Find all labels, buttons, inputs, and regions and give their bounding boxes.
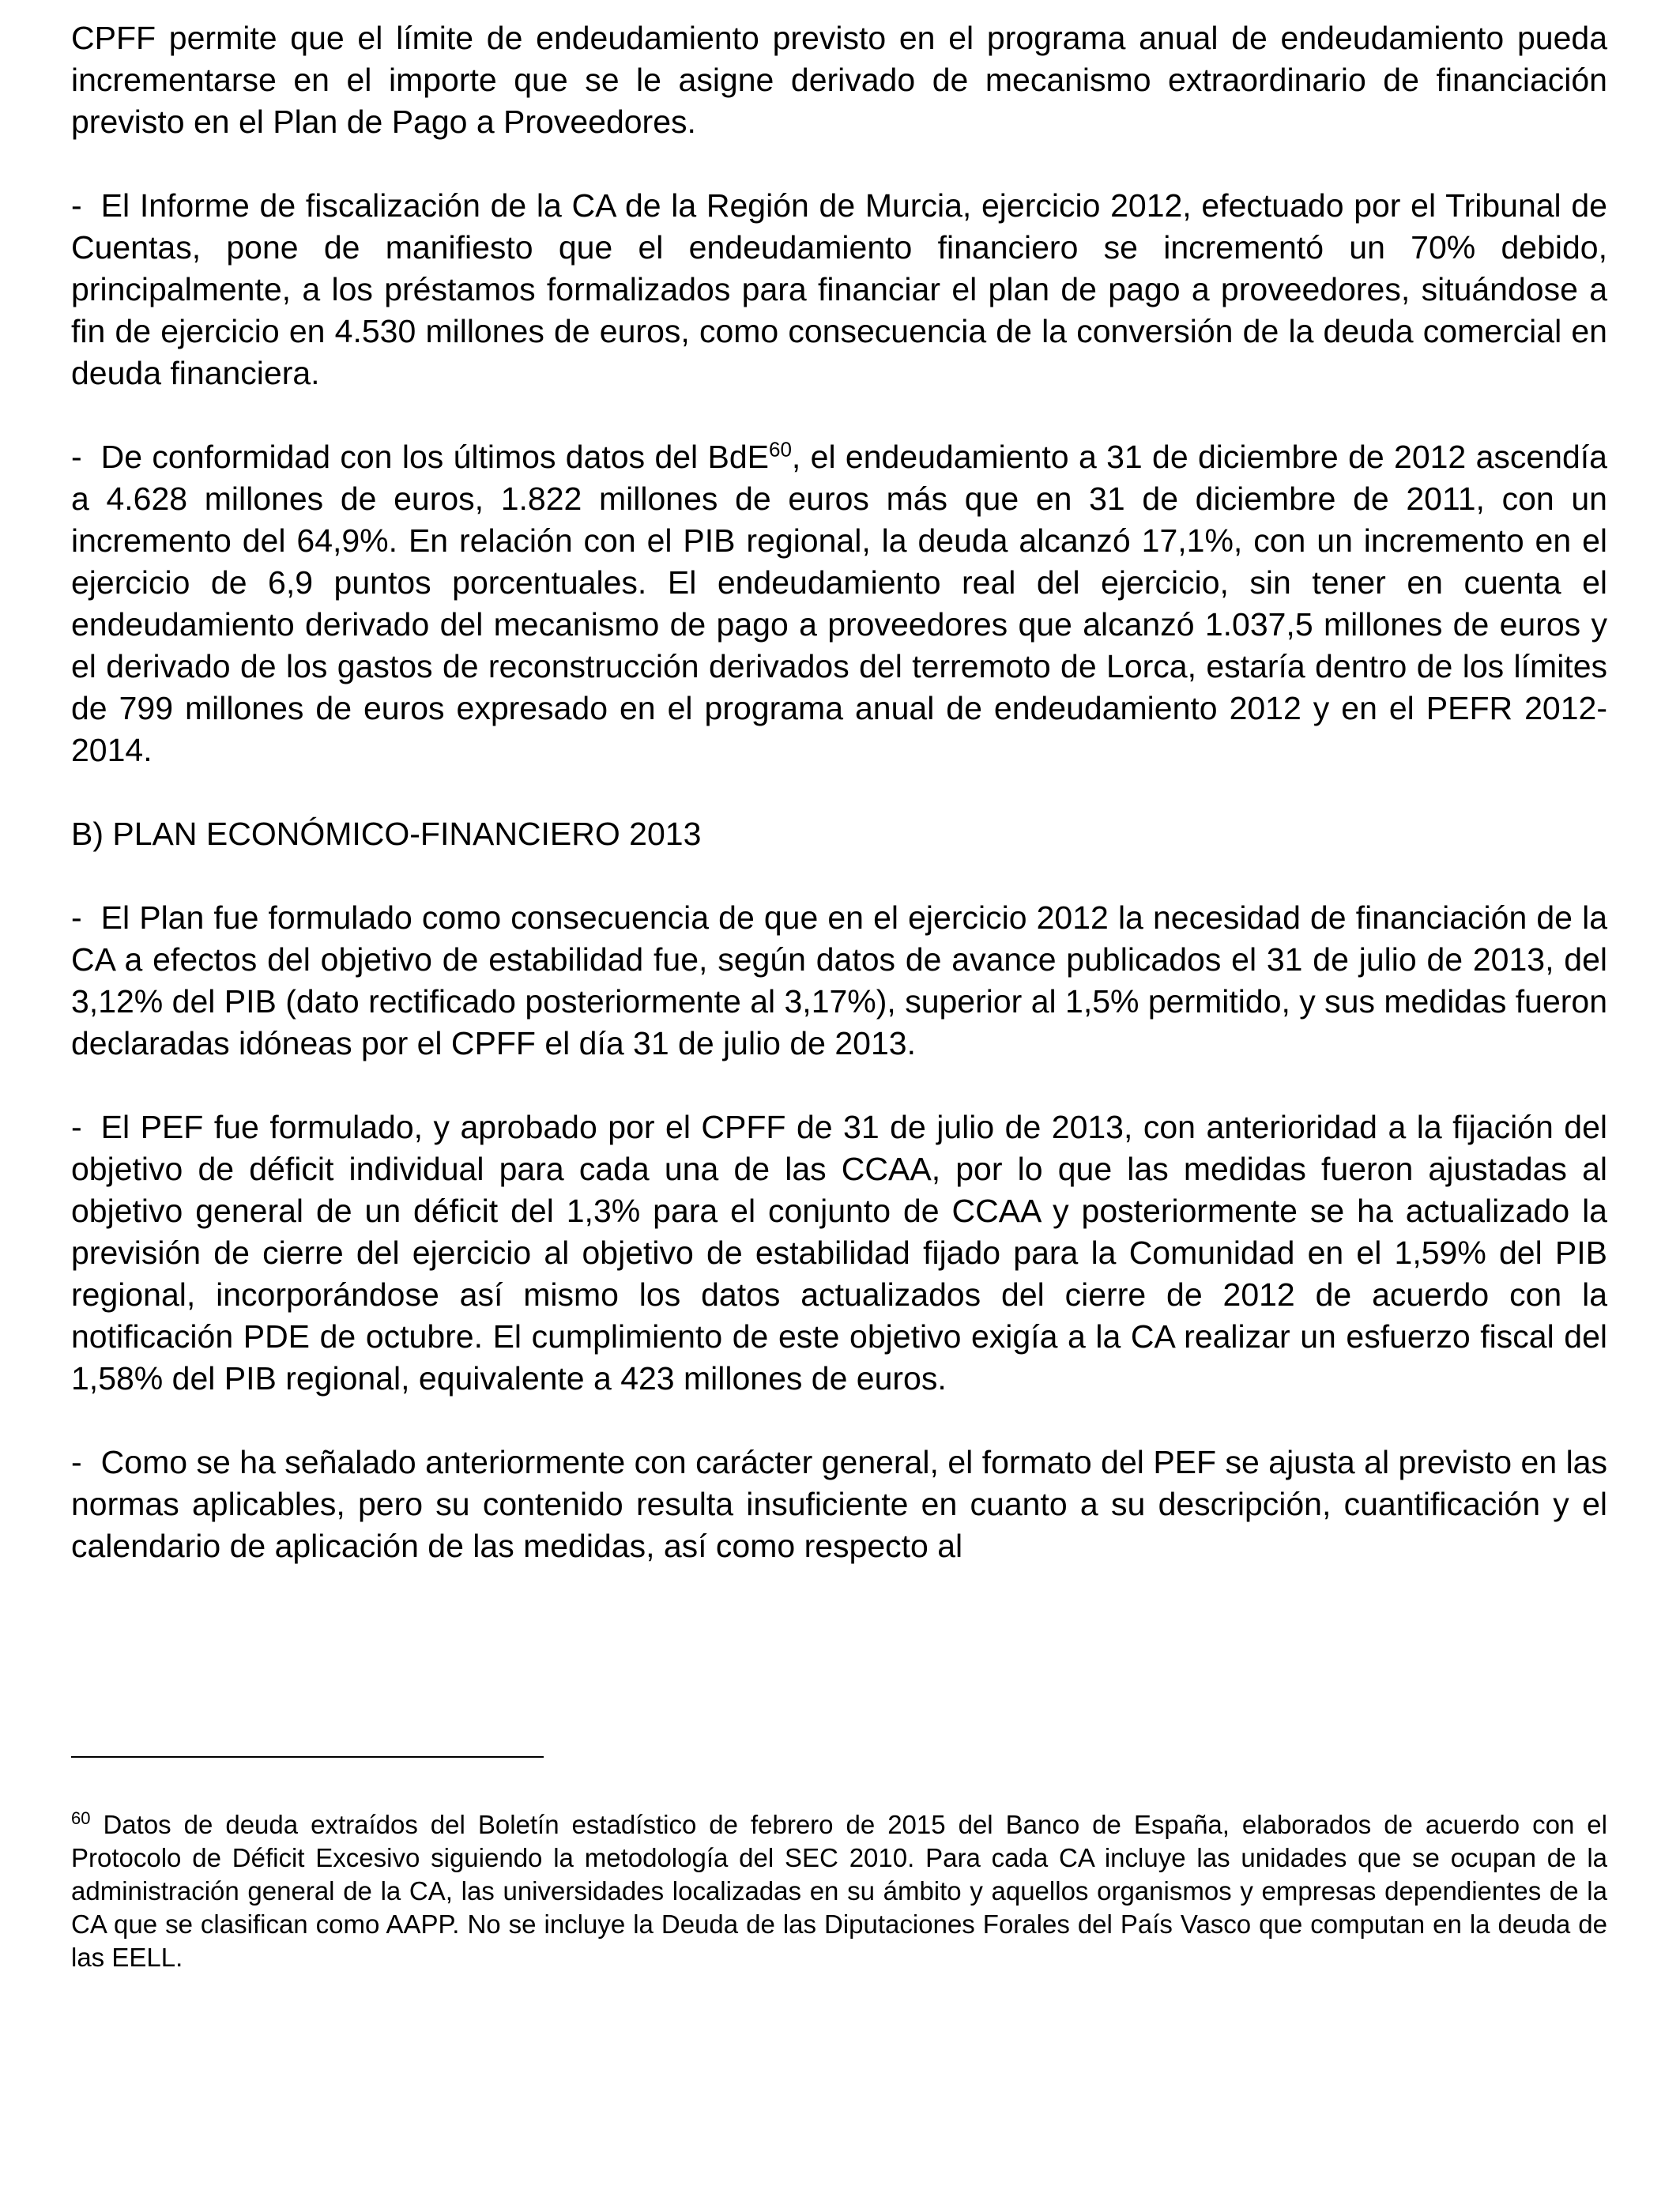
list-dash: - [71, 439, 82, 475]
paragraph-pef-formulado: - El PEF fue formulado, y aprobado por el CPFF de 31 de julio de 2013, con anterioridad a la fijación del objetivo de déficit individual para cada una de las CCAA, por lo que las medidas fueron ajustadas al objetivo general de un déficit del 1,3% para el conjunto de CCAA y posteriormente se ha actualizado la previsión de cierre del ejercicio al objetivo de estabilidad fijado para la Comunidad en el 1,59% del PIB regional, incorporándose así mismo los datos actualizados del cierre de 2012 de acuerdo con la notificación PDE de octubre. El cumplimiento de este objetivo exigía a la CA realizar un esfuerzo fiscal del 1,58% del PIB regional, equivalente a 423 millones de euros. [71, 1109, 1607, 1397]
paragraph-plan-formulado: - El Plan fue formulado como consecuencia de que en el ejercicio 2012 la necesidad de financiación de la CA a efectos del objetivo de estabilidad fue, según datos de avance publicados el 31 de julio de 2013, del 3,12% del PIB (dato rectificado posteriormente al 3,17%), superior al 1,5% permitido, y sus medidas fueron declaradas idóneas por el CPFF el día 31 de julio de 2013. [71, 899, 1607, 1061]
paragraph-formato-pef: - Como se ha señalado anteriormente con carácter general, el formato del PEF se ajusta al previsto en las normas aplicables, pero su contenido resulta insuficiente en cuanto a su descripción, cuantificación y el calendario de aplicación de las medidas, así como respecto al [71, 1444, 1607, 1564]
list-dash: - [71, 899, 82, 936]
section-heading: B) PLAN ECONÓMICO-FINANCIERO 2013 [71, 816, 702, 852]
footnote-reference[interactable]: 60 [769, 437, 792, 462]
document-body [71, 17, 1607, 1567]
list-dash: - [71, 187, 82, 224]
list-dash: - [71, 1109, 82, 1145]
paragraph-datos-bde: - De conformidad con los últimos datos del BdE$^{60}$, el endeudamiento a 31 de diciembre de 2012 ascendía a 4.628 millones de euros, 1.822 millones de euros más que en 31 de diciembre de 2011, con un incremento del 64,9%. En relación con el PIB regional, la deuda alcanzó 17,1%, con un incremento en el ejercicio de 6,9 puntos porcentuales. El endeudamiento real del ejercicio, sin tener en cuenta el endeudamiento derivado del mecanismo de pago a proveedores que alcanzó 1.037,5 millones de euros y el derivado de los gastos de reconstrucción derivados del terremoto de Lorca, estaría dentro de los límites de 799 millones de euros expresado en el programa anual de endeudamiento 2012 y en el PEFR 2012-2014. [71, 437, 1607, 768]
list-dash: - [71, 1444, 82, 1480]
footnote-text: Datos de deuda extraídos del Boletín estadístico de febrero de 2015 del Banco de España, elaborados de acuerdo con el Protocolo de Déficit Excesivo siguiendo la metodología del SEC 2010. Para cada CA incluye las unidades que se ocupan de la administración general de la CA, las universidades localizadas en su ámbito y aquellos organismos y empresas dependientes de la CA que se clasifican como AAPP. No se incluye la Deuda de las Diputaciones Forales del País Vasco que computan en la deuda de las EELL. [71, 1810, 1607, 1972]
footnote [71, 1808, 1607, 1974]
footnote-number: 60 [71, 1808, 91, 1828]
footnote-separator [71, 1756, 544, 1758]
paragraph-intro: CPFF permite que el límite de endeudamiento previsto en el programa anual de endeudamiento pueda incrementarse en el importe que se le asigne derivado de mecanismo extraordinario de financiación previsto en el Plan de Pago a Proveedores. [71, 20, 1607, 140]
paragraph-informe-fiscalizacion: - El Informe de fiscalización de la CA de la Región de Murcia, ejercicio 2012, efectuado por el Tribunal de Cuentas, pone de manifiesto que el endeudamiento financiero se incrementó un 70% debido, principalmente, a los préstamos formalizados para financiar el plan de pago a proveedores, situándose a fin de ejercicio en 4.530 millones de euros, como consecuencia de la conversión de la deuda comercial en deuda financiera. [71, 187, 1607, 391]
